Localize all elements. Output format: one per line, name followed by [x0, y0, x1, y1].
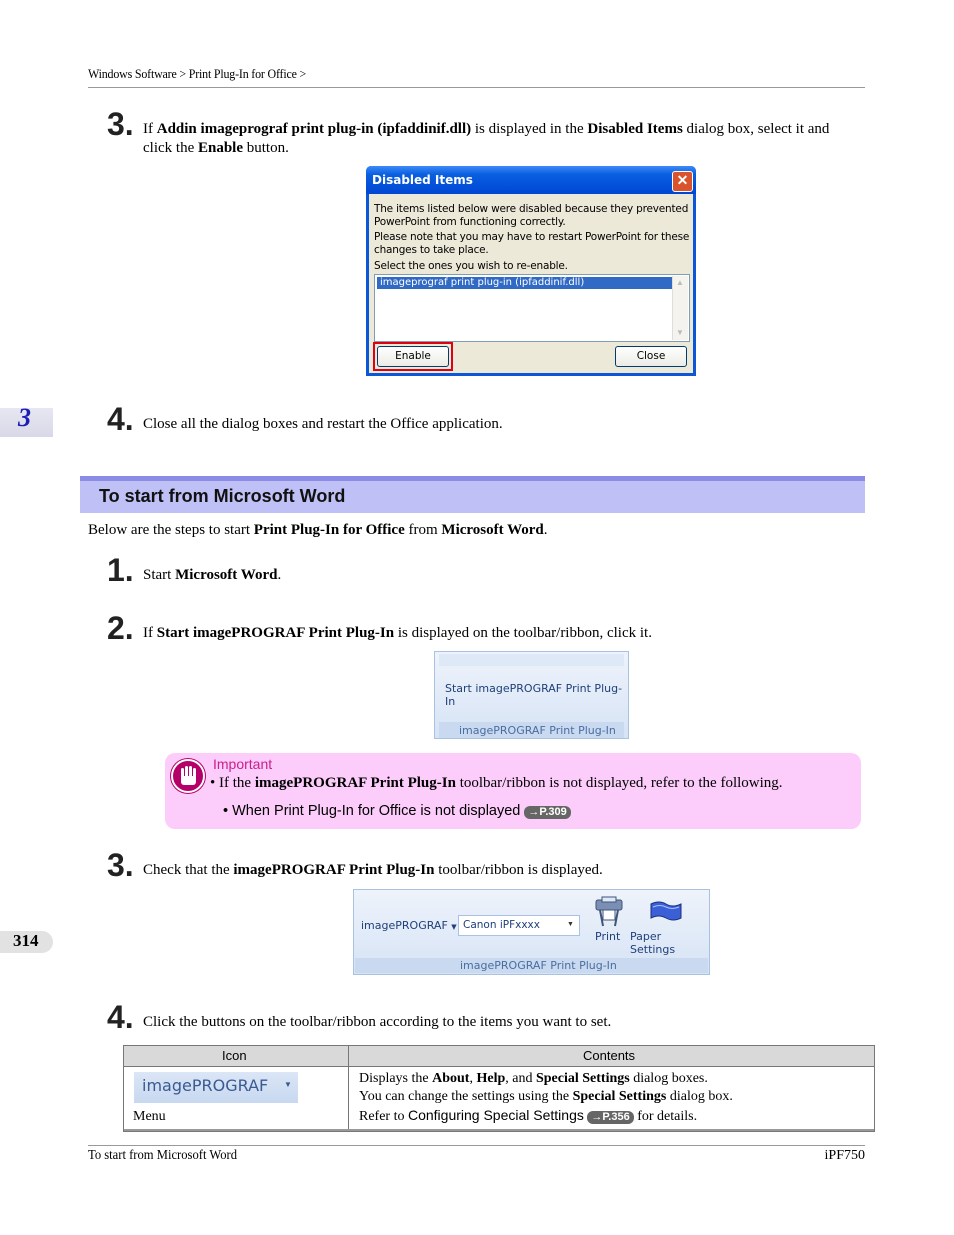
scroll-up-icon[interactable]: ▲: [676, 278, 684, 287]
chevron-down-icon: ▼: [451, 923, 457, 931]
ribbon-group-label: imagePROGRAF Print Plug-In: [459, 724, 616, 737]
breadcrumb: Windows Software > Print Plug-In for Office >: [88, 66, 307, 81]
printer-icon[interactable]: [594, 896, 624, 928]
chapter-number: 3: [18, 403, 31, 432]
print-button[interactable]: Print: [595, 930, 621, 943]
close-icon[interactable]: ✕: [672, 171, 693, 192]
note-bullet: • If the imagePROGRAF Print Plug-In toolbar/ribbon is not displayed, refer to the following.: [210, 775, 783, 791]
step-text: If Start imagePROGRAF Print Plug-In is displayed on the toolbar/ribbon, click it.: [143, 625, 652, 641]
step-text: Check that the imagePROGRAF Print Plug-In toolbar/ribbon is displayed.: [143, 862, 603, 878]
step-number: 4.: [107, 401, 134, 437]
step-number: 2.: [107, 610, 134, 646]
icon-contents-table: [123, 1045, 875, 1132]
note-link[interactable]: When Print Plug-In for Office is not displayed: [232, 803, 521, 819]
header-divider: [88, 87, 865, 88]
table-header: [124, 1046, 874, 1067]
step-text: If Addin imageprograf print plug-in (ipfaddinif.dll) is displayed in the Disabled Items dialog box, select it and click the Enable button.: [143, 121, 830, 156]
step-number: 3.: [107, 847, 134, 883]
paper-settings-button[interactable]: Paper Settings: [630, 930, 676, 956]
footer-section-title: To start from Microsoft Word: [88, 1148, 238, 1163]
start-plugin-button[interactable]: Start imagePROGRAF Print Plug-In: [445, 682, 623, 708]
important-heading: Important: [213, 756, 273, 772]
scroll-down-icon[interactable]: ▼: [676, 328, 684, 337]
dialog-body: [369, 194, 693, 373]
paper-settings-icon[interactable]: [649, 900, 683, 924]
imageprograf-menu-image: imagePROGRAF ▼: [134, 1072, 298, 1103]
column-header-contents: Contents: [583, 1048, 636, 1063]
step-text: Start Microsoft Word.: [143, 567, 282, 583]
list-item[interactable]: imageprograf print plug-in (ipfaddinif.dll): [377, 277, 672, 289]
note-sub-bullet: • When Print Plug-In for Office is not displayed →P.309: [223, 803, 571, 819]
ribbon-start-plugin: [434, 651, 629, 739]
ribbon-plugin-toolbar: [353, 889, 710, 975]
page-ref-badge[interactable]: →P.309: [524, 806, 570, 819]
disabled-items-list[interactable]: [374, 274, 690, 342]
column-header-icon: Icon: [222, 1048, 247, 1063]
icon-label: Menu: [133, 1109, 166, 1124]
step-number: 3.: [107, 106, 134, 142]
step-number: 4.: [107, 999, 134, 1035]
dialog-title: Disabled Items: [372, 173, 473, 187]
page-ref-badge[interactable]: →P.356: [587, 1111, 633, 1124]
section-heading-accent: [80, 476, 865, 481]
printer-select[interactable]: Canon iPFxxxx ▼: [458, 915, 580, 936]
footer-model: iPF750: [824, 1148, 865, 1163]
ribbon-group-label: imagePROGRAF Print Plug-In: [460, 959, 617, 972]
dialog-title-bar: [366, 166, 696, 194]
page-number: 314: [13, 931, 39, 950]
chevron-down-icon: ▼: [567, 920, 574, 928]
imageprograf-menu[interactable]: imagePROGRAF ▼: [361, 919, 457, 932]
special-settings-link[interactable]: Configuring Special Settings: [407, 1107, 584, 1123]
step-text: Close all the dialog boxes and restart the Office application.: [143, 416, 503, 432]
step-number: 1.: [107, 552, 134, 588]
dialog-message: The items listed below were disabled because they prevented PowerPoint from functioning correctly. Please note that you may have to restart PowerPoint for these changes to take place. Select the ones you wish to re-enable.: [374, 203, 690, 272]
important-note: [165, 753, 861, 829]
section-title: To start from Microsoft Word: [99, 486, 346, 506]
chevron-down-icon: ▼: [284, 1080, 292, 1089]
section-intro: Below are the steps to start Print Plug-In for Office from Microsoft Word.: [88, 522, 548, 538]
close-button[interactable]: Close: [615, 346, 687, 367]
step-text: Click the buttons on the toolbar/ribbon according to the items you want to set.: [143, 1014, 612, 1030]
disabled-items-dialog: [366, 166, 696, 376]
scrollbar[interactable]: [672, 276, 688, 340]
contents-cell: Displays the About, Help, and Special Settings dialog boxes. You can change the settings using the Special Settings dialog box. Refer to Configuring Special Settings →P.356 for details.: [359, 1071, 733, 1124]
enable-button[interactable]: Enable: [377, 346, 449, 367]
footer-divider: [88, 1145, 865, 1146]
hand-stop-icon: [171, 759, 205, 793]
